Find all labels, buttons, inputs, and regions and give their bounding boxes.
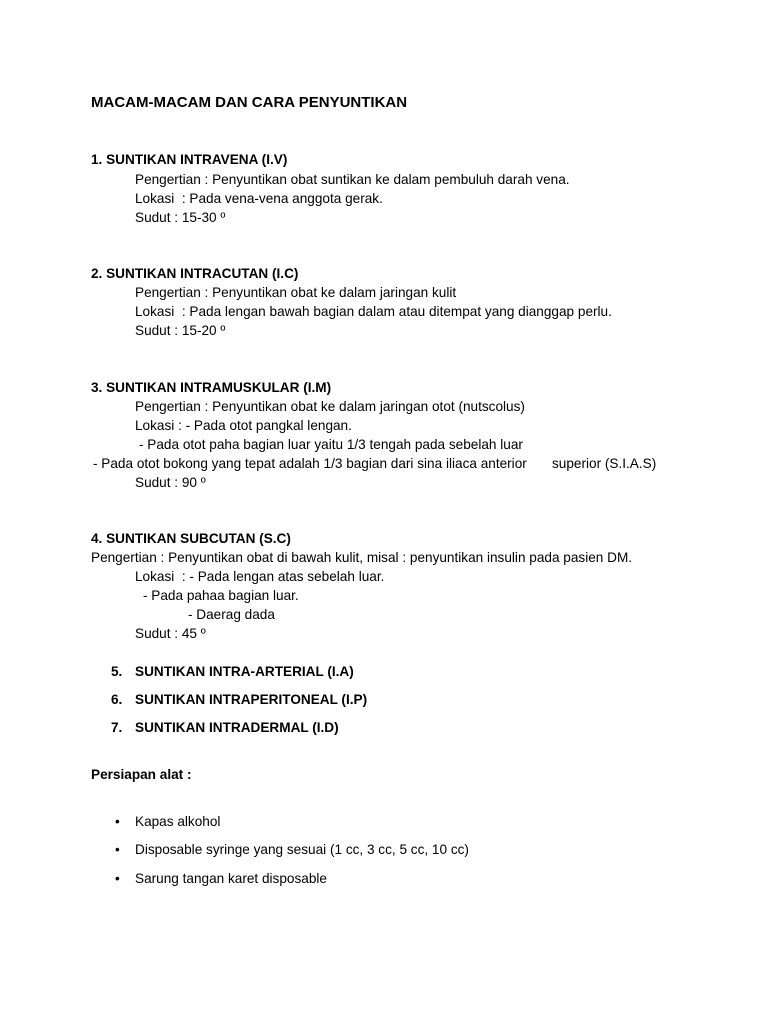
bullet-icon: • xyxy=(115,871,120,886)
section-4-sudut: Sudut : 45 º xyxy=(135,626,206,641)
list-item-7-number: 7. xyxy=(111,720,123,735)
bullet-icon: • xyxy=(115,842,120,857)
section-4-heading: 4. SUNTIKAN SUBCUTAN (S.C) xyxy=(91,531,291,546)
section-3-pengertian: Pengertian : Penyuntikan obat ke dalam jaringan otot (nutscolus) xyxy=(135,399,525,414)
section-2-lokasi: Lokasi : Pada lengan bawah bagian dalam atau ditempat yang dianggap perlu. xyxy=(135,304,612,319)
list-item-6-text: SUNTIKAN INTRAPERITONEAL (I.P) xyxy=(135,692,368,707)
bullet-icon: • xyxy=(115,814,120,829)
list-item-5-text: SUNTIKAN INTRA-ARTERIAL (I.A) xyxy=(135,664,354,679)
persiapan-heading: Persiapan alat : xyxy=(91,767,192,782)
section-2-heading: 2. SUNTIKAN INTRACUTAN (I.C) xyxy=(91,266,299,281)
section-1-pengertian: Pengertian : Penyuntikan obat suntikan ke dalam pembuluh darah vena. xyxy=(135,172,570,187)
section-4-lokasi: Lokasi : - Pada lengan atas sebelah luar. xyxy=(135,569,385,584)
list-item-7-text: SUNTIKAN INTRADERMAL (I.D) xyxy=(135,720,339,735)
section-4-lokasi-2: - Pada pahaa bagian luar. xyxy=(143,588,299,603)
section-3-lokasi-3: - Pada otot bokong yang tepat adalah 1/3 bagian dari sina iliaca anterior xyxy=(93,456,527,471)
section-3-heading: 3. SUNTIKAN INTRAMUSKULAR (I.M) xyxy=(91,380,332,395)
section-3-lokasi: Lokasi : - Pada otot pangkal lengan. xyxy=(135,418,352,433)
list-item-6-number: 6. xyxy=(111,692,123,707)
section-2-sudut: Sudut : 15-20 º xyxy=(135,323,226,338)
section-2-pengertian: Pengertian : Penyuntikan obat ke dalam jaringan kulit xyxy=(135,285,457,300)
list-item-5-number: 5. xyxy=(111,664,123,679)
section-1-sudut: Sudut : 15-30 º xyxy=(135,210,226,225)
section-4-lokasi-3: - Daerag dada xyxy=(188,607,275,622)
section-3-sudut: Sudut : 90 º xyxy=(135,475,206,490)
persiapan-item: Disposable syringe yang sesuai (1 cc, 3 cc, 5 cc, 10 cc) xyxy=(135,842,469,857)
persiapan-item: Sarung tangan karet disposable xyxy=(135,871,327,886)
section-3-lokasi-3b: superior (S.I.A.S) xyxy=(552,456,657,471)
persiapan-item: Kapas alkohol xyxy=(135,814,221,829)
page-title: MACAM-MACAM DAN CARA PENYUNTIKAN xyxy=(91,94,408,111)
section-1-lokasi: Lokasi : Pada vena-vena anggota gerak. xyxy=(135,191,383,206)
section-4-pengertian: Pengertian : Penyuntikan obat di bawah kulit, misal : penyuntikan insulin pada pasien DM. xyxy=(91,550,633,565)
section-1-heading: 1. SUNTIKAN INTRAVENA (I.V) xyxy=(91,152,288,167)
section-3-lokasi-2: - Pada otot paha bagian luar yaitu 1/3 tengah pada sebelah luar xyxy=(139,437,523,452)
